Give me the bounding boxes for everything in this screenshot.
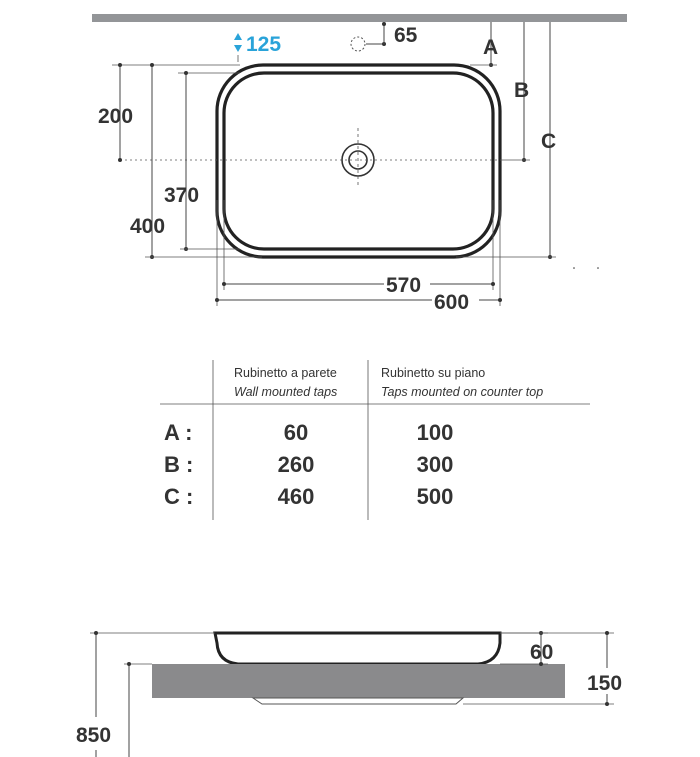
table-row: [164, 452, 453, 477]
col2-title: Rubinetto su piano: [381, 366, 486, 380]
basin-side-profile: [215, 633, 500, 664]
wall-bar: [92, 14, 627, 22]
table-row: [164, 484, 453, 509]
dim-60: [500, 631, 553, 666]
height-125-label: [234, 33, 281, 56]
dim-850-text: 850: [76, 724, 112, 747]
col2-subtitle: Taps mounted on counter top: [381, 385, 544, 399]
row-wall-value: 60: [283, 420, 309, 445]
tap-hole-icon: [351, 22, 386, 51]
dim-200-text: 200: [98, 105, 134, 128]
row-counter-value: 500: [416, 484, 454, 509]
dim-150-text: 150: [587, 672, 623, 695]
row-counter-value: 100: [416, 420, 454, 445]
dim-200: [98, 63, 240, 162]
basin-inner-outline: [224, 73, 493, 249]
dim-60-text: 60: [530, 641, 554, 664]
dim-370: [164, 71, 240, 251]
row-label: A :: [164, 420, 193, 445]
label-B-text: B: [514, 79, 530, 102]
dim-600-text: 600: [434, 291, 470, 314]
table-row: [164, 420, 453, 445]
drain-icon: [342, 128, 374, 186]
tap-dimension-table: [160, 360, 590, 520]
top-view: [92, 14, 627, 314]
label-C-text: C: [541, 130, 557, 153]
dim-A: [470, 22, 498, 67]
row-counter-value: 300: [416, 452, 454, 477]
col1-subtitle: Wall mounted taps: [234, 385, 338, 399]
dim-B: [500, 22, 530, 162]
side-view: [76, 631, 622, 757]
row-label: C :: [164, 484, 194, 509]
counter-top: [152, 664, 565, 698]
dim-C: [456, 22, 556, 259]
dim-400-text: 400: [130, 215, 166, 238]
row-wall-value: 460: [277, 484, 315, 509]
dim-65-text: 65: [394, 24, 418, 47]
row-wall-value: 260: [277, 452, 315, 477]
dim-125-text: 125: [246, 33, 282, 56]
col1-title: Rubinetto a parete: [234, 366, 337, 380]
label-A-text: A: [483, 36, 499, 59]
dim-400: [130, 63, 262, 259]
counter-underside: [253, 698, 463, 704]
row-label: B :: [164, 452, 194, 477]
dim-370-text: 370: [164, 184, 200, 207]
dim-570-text: 570: [386, 274, 422, 297]
basin-outer-outline: [217, 65, 500, 257]
